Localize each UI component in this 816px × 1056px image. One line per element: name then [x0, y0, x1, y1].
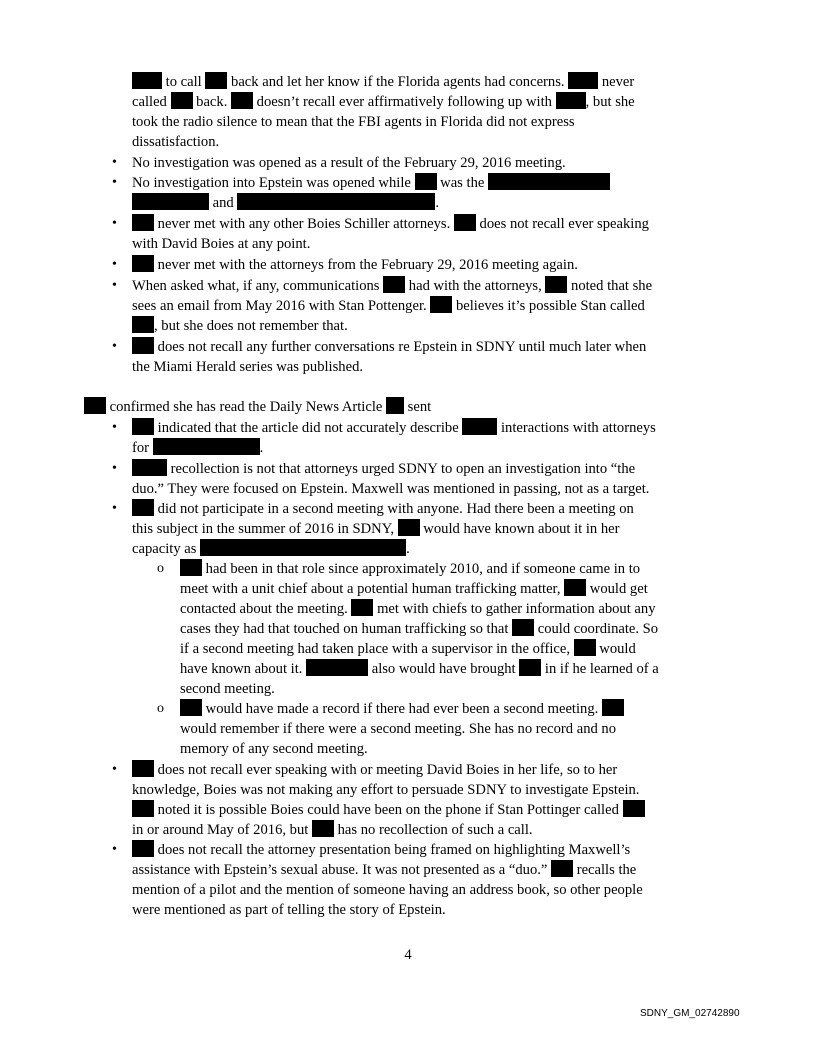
- text-segment: confirmed she has read the Daily News Article: [106, 399, 387, 415]
- text-line: [180, 679, 275, 699]
- bullet-marker: •: [112, 278, 117, 293]
- redaction-box: [351, 599, 373, 616]
- text-segment: had been in that role since approximately 2010, and if someone came in to: [202, 561, 641, 577]
- text-segment: met with chiefs to gather information about any: [373, 601, 656, 617]
- redaction-box: [132, 193, 209, 210]
- text-segment: mention of a pilot and the mention of someone having an address book, so other people: [132, 882, 643, 898]
- redaction-box: [512, 619, 534, 636]
- redaction-box: [306, 659, 368, 676]
- text-segment: never: [598, 74, 635, 90]
- redaction-box: [398, 519, 420, 536]
- text-segment: duo.” They were focused on Epstein. Maxwell was mentioned in passing, not as a target.: [132, 481, 650, 497]
- text-segment: dissatisfaction.: [132, 134, 220, 150]
- text-segment: doesn’t recall ever affirmatively following up with: [253, 94, 556, 110]
- text-line: [132, 820, 533, 840]
- text-line: [132, 800, 645, 820]
- text-segment: recalls the: [573, 862, 637, 878]
- text-segment: the Miami Herald series was published.: [132, 359, 364, 375]
- text-segment: interactions with attorneys: [497, 420, 656, 436]
- redaction-box: [132, 72, 162, 89]
- text-segment: have known about it.: [180, 661, 307, 677]
- redaction-box: [132, 459, 167, 476]
- redaction-box: [488, 173, 610, 190]
- text-segment: sees an email from May 2016 with Stan Pottenger.: [132, 298, 431, 314]
- redaction-box: [153, 438, 260, 455]
- sub-bullet-marker: o: [157, 701, 164, 716]
- bullet-marker: •: [112, 420, 117, 435]
- redaction-box: [462, 418, 497, 435]
- text-segment: does not recall ever speaking: [475, 216, 649, 232]
- bullet-marker: •: [112, 175, 117, 190]
- text-segment: noted it is possible Boies could have been on the phone if Stan Pottinger called: [154, 802, 623, 818]
- text-line: [180, 559, 640, 579]
- text-segment: memory of any second meeting.: [180, 741, 368, 757]
- bullet-marker: •: [112, 461, 117, 476]
- redaction-box: [132, 214, 154, 231]
- text-segment: noted that she: [567, 278, 653, 294]
- text-line: [180, 579, 648, 599]
- text-segment: meet with a unit chief about a potential human trafficking matter,: [180, 581, 565, 597]
- text-segment: recollection is not that attorneys urged SDNY to open an investigation into “the: [167, 461, 636, 477]
- text-line: [132, 72, 634, 92]
- redaction-box: [551, 860, 573, 877]
- text-segment: No investigation into Epstein was opened while: [132, 175, 415, 191]
- text-segment: , but she: [585, 94, 635, 110]
- text-line: [132, 760, 617, 780]
- text-line: [132, 519, 619, 539]
- text-segment: back.: [192, 94, 231, 110]
- text-line: [132, 539, 410, 559]
- text-segment: was the: [436, 175, 488, 191]
- text-segment: this subject in the summer of 2016 in SDNY,: [132, 521, 398, 537]
- text-segment: .: [259, 440, 264, 456]
- redaction-box: [237, 193, 435, 210]
- text-segment: cases they had that touched on human trafficking so that: [180, 621, 513, 637]
- text-segment: assistance with Epstein’s sexual abuse. It was not presented as a “duo.”: [132, 862, 552, 878]
- bullet-marker: •: [112, 257, 117, 272]
- text-segment: would: [595, 641, 636, 657]
- text-segment: back and let her know if the Florida agents had concerns.: [227, 74, 569, 90]
- text-line: [132, 479, 649, 499]
- text-segment: No investigation was opened as a result of the February 29, 2016 meeting.: [132, 155, 566, 171]
- text-line: [132, 234, 310, 254]
- text-line: [132, 173, 610, 193]
- page-number: 4: [404, 947, 412, 963]
- text-segment: contacted about the meeting.: [180, 601, 352, 617]
- text-segment: would have known about it in her: [419, 521, 620, 537]
- redaction-box: [383, 276, 405, 293]
- redaction-box: [519, 659, 541, 676]
- redaction-box: [454, 214, 476, 231]
- text-segment: , but she does not remember that.: [154, 318, 348, 334]
- text-line: [132, 153, 566, 173]
- bullet-marker: •: [112, 339, 117, 354]
- text-segment: did not participate in a second meeting with anyone. Had there been a meeting on: [154, 501, 634, 517]
- redaction-box: [430, 296, 452, 313]
- text-segment: has no recollection of such a call.: [333, 822, 533, 838]
- redaction-box: [200, 539, 406, 556]
- text-segment: would get: [586, 581, 648, 597]
- text-segment: if a second meeting had taken place with a supervisor in the office,: [180, 641, 574, 657]
- redaction-box: [132, 840, 154, 857]
- text-line: [180, 599, 656, 619]
- text-line: [132, 276, 652, 296]
- bates-number: SDNY_GM_02742890: [640, 1008, 740, 1019]
- redaction-box: [415, 173, 437, 190]
- text-segment: does not recall ever speaking with or meeting David Boies in her life, so to her: [154, 762, 618, 778]
- text-line: [132, 418, 656, 438]
- text-line: [132, 132, 219, 152]
- redaction-box: [545, 276, 567, 293]
- text-segment: does not recall any further conversations re Epstein in SDNY until much later when: [154, 339, 647, 355]
- text-segment: called: [132, 94, 171, 110]
- redaction-box: [556, 92, 586, 109]
- redaction-box: [623, 800, 645, 817]
- redaction-box: [132, 255, 154, 272]
- redaction-box: [231, 92, 253, 109]
- text-line: [132, 357, 363, 377]
- text-line: [132, 193, 439, 213]
- text-segment: .: [406, 541, 410, 557]
- redaction-box: [132, 337, 154, 354]
- redaction-box: [84, 397, 106, 414]
- text-line: [132, 337, 646, 357]
- redaction-box: [132, 800, 154, 817]
- text-line: [132, 255, 578, 275]
- text-line: [180, 639, 636, 659]
- text-segment: never met with the attorneys from the February 29, 2016 meeting again.: [154, 257, 578, 273]
- text-segment: and: [209, 195, 238, 211]
- text-segment: would remember if there were a second meeting. She has no record and no: [180, 721, 617, 737]
- redaction-box: [312, 820, 334, 837]
- text-segment: to call: [162, 74, 206, 90]
- text-line: [132, 112, 575, 132]
- text-line: [180, 699, 624, 719]
- text-line: [132, 780, 639, 800]
- text-line: [132, 459, 635, 479]
- text-segment: had with the attorneys,: [405, 278, 546, 294]
- text-line: [132, 499, 634, 519]
- redaction-box: [386, 397, 404, 414]
- text-line: [132, 840, 630, 860]
- text-segment: for: [132, 440, 153, 456]
- text-line: [132, 438, 263, 458]
- text-segment: indicated that the article did not accurately describe: [154, 420, 463, 436]
- text-line: [132, 880, 643, 900]
- text-segment: capacity as: [132, 541, 201, 557]
- redaction-box: [180, 559, 202, 576]
- text-line: [132, 214, 649, 234]
- redaction-box: [171, 92, 193, 109]
- redaction-box: [564, 579, 586, 596]
- text-segment: never met with any other Boies Schiller attorneys.: [154, 216, 454, 232]
- text-line: [84, 397, 431, 417]
- bullet-marker: •: [112, 155, 117, 170]
- bullet-marker: •: [112, 216, 117, 231]
- text-segment: believes it’s possible Stan called: [452, 298, 645, 314]
- redaction-box: [574, 639, 596, 656]
- text-line: [132, 92, 635, 112]
- text-line: [180, 619, 658, 639]
- text-segment: in or around May of 2016, but: [132, 822, 312, 838]
- text-segment: could coordinate. So: [534, 621, 659, 637]
- text-line: [180, 719, 616, 739]
- text-line: [180, 739, 368, 759]
- text-line: [180, 659, 659, 679]
- redaction-box: [132, 499, 154, 516]
- text-line: [132, 860, 636, 880]
- text-line: [132, 900, 446, 920]
- redaction-box: [132, 418, 154, 435]
- text-segment: second meeting.: [180, 681, 275, 697]
- bullet-marker: •: [112, 762, 117, 777]
- redaction-box: [568, 72, 598, 89]
- text-segment: in if he learned of a: [541, 661, 659, 677]
- text-segment: .: [435, 195, 440, 211]
- text-segment: were mentioned as part of telling the story of Epstein.: [132, 902, 446, 918]
- text-segment: with David Boies at any point.: [132, 236, 311, 252]
- redaction-box: [205, 72, 227, 89]
- text-segment: does not recall the attorney presentation being framed on highlighting Maxwell’s: [154, 842, 631, 858]
- text-segment: sent: [404, 399, 432, 415]
- text-segment: would have made a record if there had ever been a second meeting.: [202, 701, 602, 717]
- text-segment: took the radio silence to mean that the FBI agents in Florida did not express: [132, 114, 575, 130]
- text-segment: also would have brought: [368, 661, 520, 677]
- redaction-box: [180, 699, 202, 716]
- text-segment: When asked what, if any, communications: [132, 278, 384, 294]
- redaction-box: [602, 699, 624, 716]
- text-line: [132, 316, 348, 336]
- text-segment: knowledge, Boies was not making any effort to persuade SDNY to investigate Epstein.: [132, 782, 640, 798]
- sub-bullet-marker: o: [157, 561, 164, 576]
- redaction-box: [132, 316, 154, 333]
- text-line: [132, 296, 645, 316]
- bullet-marker: •: [112, 501, 117, 516]
- bullet-marker: •: [112, 842, 117, 857]
- redaction-box: [132, 760, 154, 777]
